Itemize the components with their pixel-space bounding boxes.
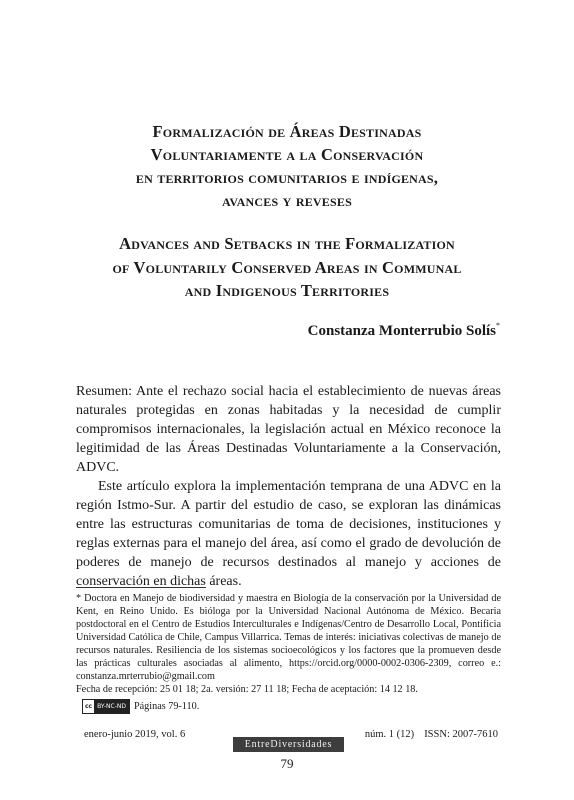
journal-number: núm. 1 (12)	[364, 729, 415, 740]
journal-issn: ISSN: 2007-7610	[424, 729, 498, 740]
spanish-title-line: en territorios comunitarios e indígenas,	[135, 168, 439, 187]
article-dates: Fecha de recepción: 25 01 18; 2a. versión: 27 11 18; Fecha de aceptación: 14 12 18.	[76, 684, 418, 695]
creative-commons-icon[interactable]	[82, 699, 130, 714]
author-footnote	[76, 592, 501, 696]
english-title	[40, 232, 534, 303]
author-bio: * Doctora en Manejo de biodiversidad y maestra en Biología de la conservación por la Universidad de Kent, en Reino Unido. Es bióloga por la Universidad Nacional Autónoma de México. Becaria postdoctoral en el Centro de Estudios Interculturales e Indígenas/Centro de Desarrollo Local, Pontificia Universidad Católica de Chile, Campus Villarrica. Temas de interés: iniciativas colectivas de manejo de recursos naturales. Resiliencia de los sistemas socioecológicos y los factores que la promueven desde las prácticas culturales asociadas al alimento, https://orcid.org/0000-0002-0306-2309, correo e.: constanza.mrterrubio@gmail.com	[76, 593, 501, 682]
page-range: Páginas 79-110.	[133, 701, 200, 712]
english-title-line: Advances and Setbacks in the Formalization	[119, 234, 455, 253]
abstract-paragraph: Este artículo explora la implementación temprana de una ADVC en la región Istmo-Sur. A partir del estudio de caso, se exploran las dinámicas entre las estructuras comunitarias de toma de decisiones, instituciones y reglas externas para el manejo del área, así como el grado de devolución de poderes de manejo de recursos destinados al manejo y acciones de conservación en dichas áreas.	[76, 479, 501, 589]
journal-issue: enero-junio 2019, vol. 6	[84, 729, 186, 740]
footnote-divider	[76, 587, 206, 588]
journal-name-logo: EntreDiversidades	[233, 737, 344, 752]
spanish-title-line: Formalización de Áreas Destinadas	[152, 122, 422, 141]
abstract-paragraph: Resumen: Ante el rechazo social hacia el establecimiento de nuevas áreas naturales protegidas en zonas habitadas y la necesidad de cumplir compromisos internacionales, la legislación actual en México reconoce la legitimidad de las Áreas Destinadas Voluntariamente a la Conservación, ADVC.	[76, 384, 501, 475]
author-name-text: Constanza Monterrubio Solís	[307, 323, 496, 339]
english-title-line: and Indigenous Territories	[184, 281, 390, 300]
abstract	[76, 382, 501, 591]
page-number: 79	[280, 756, 294, 771]
spanish-title-line: Voluntariamente a la Conservación	[150, 145, 424, 164]
license-row	[82, 699, 199, 714]
spanish-title-line: avances y reveses	[222, 191, 352, 210]
cc-label: cc	[85, 703, 93, 710]
english-title-line: of Voluntarily Conserved Areas in Communal	[112, 257, 462, 277]
journal-meta	[365, 729, 498, 740]
spanish-title	[40, 120, 534, 212]
author-footnote-mark: *	[496, 321, 500, 330]
cc-terms: BY-NC-ND	[94, 700, 129, 713]
author-name	[308, 321, 500, 340]
